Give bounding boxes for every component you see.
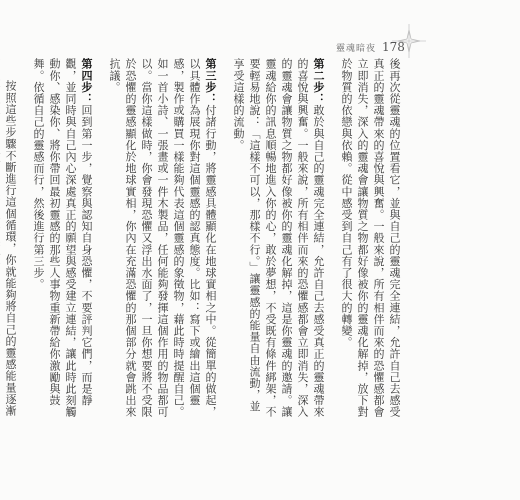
paragraph-text: 按照這些步驟不斷進行這個循環，你就能夠將自己的靈感能量逐漸 [4,80,17,417]
paragraph-text: 敢於與自己的靈魂完全連結，允許自己去感受真正的靈魂帶來的喜悅與興奮。一般來說，所有相伴而來的恐懼感都會立即消失，深入的靈魂會讓物質之物都好像被你的靈魂化解掉，這是你靈魂的邀請。讓靈魂給你的訊息順暢地進入你的心，敢於夢想，不受既有條件綁架，不要輕易地說：「這樣不可以，那樣不行。」讓靈感的能量自由流動，並享受這樣的流動。 [232,58,325,418]
step-label: 第四步： [80,58,93,105]
page-number: 178 [382,40,405,54]
step-label: 第三步： [204,58,217,105]
paragraph-closing [0,58,18,418]
paragraph-text: 後再次從靈魂的位置看它，並與自己的靈魂完全連結，允許自己去感受真正的靈魂帶來的喜悅與興奮。一般來說，所有相伴而來的恐懼感都會立即消失，深入的靈魂會讓物質之物都好像被你的靈魂化解掉，放下對於物質的依戀與依賴。從中感受到自己有了很大的轉變。 [340,58,401,418]
paragraph-1 [338,58,402,418]
step-label: 第二步： [312,58,325,105]
chapter-title: 靈魂暗夜 [336,43,377,54]
paragraph-step-2 [230,58,326,418]
paragraph-text: 回到第一步，覺察與認知自身恐懼，不要評判它們，而是靜觀，並同時與自己內心深處真正的願望與感受建立連結，讓此時此刻觸動你、感染你、將你帶回最初靈感的那些人事物重新帶給你激勵與鼓舞。依循自己的靈感而行，然後進行第三步。 [32,58,93,418]
paragraph-step-4 [30,58,94,418]
body-text [0,58,402,418]
paragraph-step-3 [106,58,218,418]
running-header [336,40,405,54]
paragraph-text: 付諸行動，將靈感具體顯化在地球實相之中。從簡單的做起，以具體作為展現你對這個靈感的認真態度。比如：寫下或繪出這個靈感，製作或購買一樣能夠代表這個靈感的象徵物，藉此時時提醒自己。如一首小詩、一張畫或一件木製品，任何能夠發揮這個作用的物品都可以。當你這樣做時，你會發現恐懼又浮出水面了，一旦你想要將不受限於恐懼的靈感顯化於地球實相，你內在充滿恐懼的那個部分就會跳出來抗議。 [108,58,217,418]
